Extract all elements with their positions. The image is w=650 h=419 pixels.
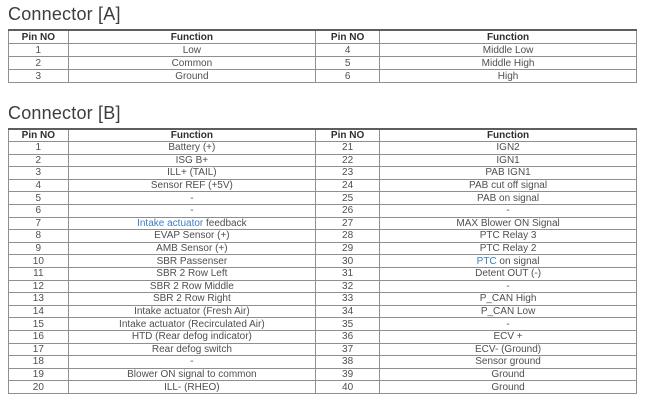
function-cell: SBR Passenser	[68, 255, 315, 268]
pin-cell: 12	[9, 280, 69, 293]
function-cell: Detent OUT (-)	[380, 267, 637, 280]
pin-cell: 16	[9, 330, 69, 343]
pin-cell: 8	[9, 230, 69, 243]
function-cell: Ground	[380, 381, 637, 394]
function-cell: SBR 2 Row Right	[68, 293, 315, 306]
pin-cell: 25	[316, 192, 380, 205]
pin-cell: 11	[9, 267, 69, 280]
function-cell: P_CAN Low	[380, 305, 637, 318]
function-cell: PTC Relay 2	[380, 242, 637, 255]
connector-b-title: Connector [B]	[8, 103, 121, 123]
function-cell: IGN1	[380, 154, 637, 167]
function-header: Function	[68, 129, 315, 142]
table-row	[9, 179, 637, 192]
pin-no-header: Pin NO	[9, 30, 69, 44]
table-row	[9, 368, 637, 381]
table-row	[9, 343, 637, 356]
function-cell: -	[380, 280, 637, 293]
pin-no-header: Pin NO	[316, 30, 380, 44]
pin-cell: 1	[9, 142, 69, 155]
pin-cell: 19	[9, 368, 69, 381]
function-header: Function	[380, 129, 637, 142]
pin-no-header: Pin NO	[9, 129, 69, 142]
function-cell: ISG B+	[68, 154, 315, 167]
table-row	[9, 280, 637, 293]
function-cell: Battery (+)	[68, 142, 315, 155]
pin-cell: 2	[9, 57, 69, 70]
pin-cell: 38	[316, 356, 380, 369]
table-row	[9, 167, 637, 180]
connector-b-table	[8, 128, 637, 394]
table-row	[9, 267, 637, 280]
function-cell: EVAP Sensor (+)	[68, 230, 315, 243]
function-cell: Rear defog switch	[68, 343, 315, 356]
pin-cell: 10	[9, 255, 69, 268]
function-cell: ECV +	[380, 330, 637, 343]
connector-a-title: Connector [A]	[8, 4, 121, 24]
function-cell: PAB cut off signal	[380, 179, 637, 192]
pin-cell: 20	[9, 381, 69, 394]
function-header: Function	[68, 30, 315, 44]
function-cell: Sensor REF (+5V)	[68, 179, 315, 192]
function-cell: -	[68, 356, 315, 369]
pin-cell: 39	[316, 368, 380, 381]
connector-a-table	[8, 29, 637, 83]
pin-cell: 34	[316, 305, 380, 318]
pin-cell: 9	[9, 242, 69, 255]
pin-cell: 40	[316, 381, 380, 394]
pin-cell: 6	[316, 70, 380, 83]
function-cell: Blower ON signal to common	[68, 368, 315, 381]
table-row	[9, 217, 637, 230]
table-row	[9, 305, 637, 318]
function-text: feedback	[203, 217, 247, 229]
function-cell: Common	[68, 57, 315, 70]
function-cell: PTC Relay 3	[380, 230, 637, 243]
table-row	[9, 242, 637, 255]
function-cell: PAB IGN1	[380, 167, 637, 180]
table-header-row	[9, 129, 637, 142]
pin-cell: 27	[316, 217, 380, 230]
function-cell: Middle High	[380, 57, 637, 70]
pin-cell: 15	[9, 318, 69, 331]
table-row	[9, 255, 637, 268]
table-row	[9, 204, 637, 217]
pin-cell: 3	[9, 167, 69, 180]
pin-cell: 23	[316, 167, 380, 180]
function-cell: Sensor ground	[380, 356, 637, 369]
pin-cell: 17	[9, 343, 69, 356]
pin-cell: 37	[316, 343, 380, 356]
function-cell: ILL- (RHEO)	[68, 381, 315, 394]
pin-cell: 6	[9, 204, 69, 217]
function-cell: Ground	[68, 70, 315, 83]
pin-cell: 5	[316, 57, 380, 70]
function-cell: Ground	[380, 368, 637, 381]
table-row	[9, 330, 637, 343]
function-cell: ECV- (Ground)	[380, 343, 637, 356]
function-cell: Low	[68, 44, 315, 57]
table-row	[9, 230, 637, 243]
function-header: Function	[380, 30, 637, 44]
pin-cell: 2	[9, 154, 69, 167]
pin-no-header: Pin NO	[316, 129, 380, 142]
function-cell: Intake actuator (Recirculated Air)	[68, 318, 315, 331]
function-cell: AMB Sensor (+)	[68, 242, 315, 255]
pin-cell: 21	[316, 142, 380, 155]
table-row	[9, 154, 637, 167]
pin-cell: 13	[9, 293, 69, 306]
table-row	[9, 70, 637, 83]
function-cell: SBR 2 Row Left	[68, 267, 315, 280]
function-cell	[68, 217, 315, 230]
function-cell: MAX Blower ON Signal	[380, 217, 637, 230]
pin-cell: 32	[316, 280, 380, 293]
pin-cell: 36	[316, 330, 380, 343]
function-link[interactable]: Intake actuator	[137, 217, 204, 229]
pin-cell: 1	[9, 44, 69, 57]
function-text: on signal	[496, 255, 540, 267]
table-row	[9, 356, 637, 369]
pin-cell: 29	[316, 242, 380, 255]
function-cell: PAB on signal	[380, 192, 637, 205]
function-cell: ILL+ (TAIL)	[68, 167, 315, 180]
function-cell: -	[380, 318, 637, 331]
pin-cell: 24	[316, 179, 380, 192]
table-header-row	[9, 30, 637, 44]
function-cell: IGN2	[380, 142, 637, 155]
function-cell: Middle Low	[380, 44, 637, 57]
pin-cell: 3	[9, 70, 69, 83]
function-cell: Intake actuator (Fresh Air)	[68, 305, 315, 318]
table-row	[9, 57, 637, 70]
pin-cell: 26	[316, 204, 380, 217]
table-row	[9, 381, 637, 394]
pin-cell: 5	[9, 192, 69, 205]
table-row	[9, 192, 637, 205]
pin-cell: 4	[9, 179, 69, 192]
table-row	[9, 142, 637, 155]
pin-cell: 18	[9, 356, 69, 369]
pin-cell: 4	[316, 44, 380, 57]
function-cell	[380, 255, 637, 268]
pin-cell: 31	[316, 267, 380, 280]
pin-cell: 22	[316, 154, 380, 167]
pin-cell: 7	[9, 217, 69, 230]
function-cell: -	[380, 204, 637, 217]
table-row	[9, 293, 637, 306]
pin-cell: 33	[316, 293, 380, 306]
pin-cell: 14	[9, 305, 69, 318]
function-cell: -	[68, 192, 315, 205]
function-link[interactable]: PTC	[476, 255, 497, 267]
function-cell: -	[68, 204, 315, 217]
function-cell: P_CAN High	[380, 293, 637, 306]
function-cell: High	[380, 70, 637, 83]
function-cell: HTD (Rear defog indicator)	[68, 330, 315, 343]
function-cell: SBR 2 Row Middle	[68, 280, 315, 293]
pin-cell: 35	[316, 318, 380, 331]
table-row	[9, 44, 637, 57]
pin-cell: 28	[316, 230, 380, 243]
pin-cell: 30	[316, 255, 380, 268]
table-row	[9, 318, 637, 331]
